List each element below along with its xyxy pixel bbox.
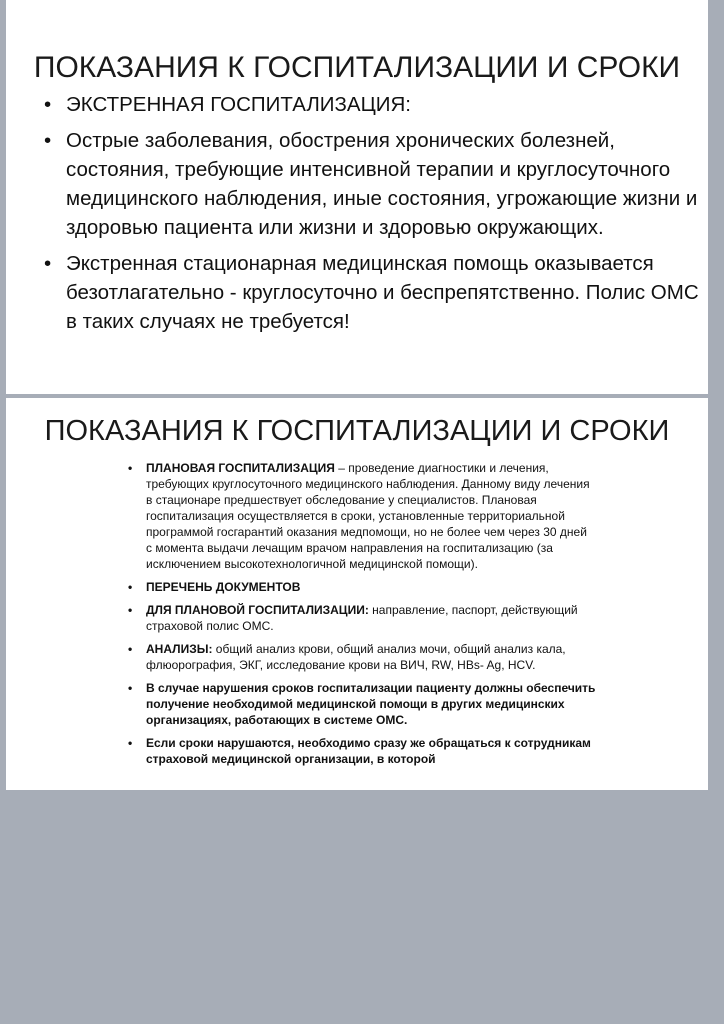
slide-title: ПОКАЗАНИЯ К ГОСПИТАЛИЗАЦИИ И СРОКИ <box>44 415 670 447</box>
planned-bullet-list <box>124 460 596 774</box>
violation-note: • В случае нарушения сроков госпитализации пациенту должны обеспечить получение необходимой медицинской помощи в других медицинских организациях, работающих в системе ОМС. <box>124 680 596 728</box>
list-item: • Экстренная стационарная медицинская помощь оказывается безотлагательно - круглосуточно и беспрепятственно. Полис ОМС в таких случаях не требуется! <box>44 249 704 336</box>
list-item: • ЭКСТРЕННАЯ ГОСПИТАЛИЗАЦИЯ: <box>44 90 704 119</box>
planned-docs-label: ДЛЯ ПЛАНОВОЙ ГОСПИТАЛИЗАЦИИ: <box>146 603 369 617</box>
documents-heading: • ПЕРЕЧЕНЬ ДОКУМЕНТОВ <box>124 579 596 595</box>
list-item <box>124 641 596 673</box>
analyses-label: АНАЛИЗЫ: <box>146 642 213 656</box>
list-item <box>124 602 596 634</box>
list-item: • Острые заболевания, обострения хронических болезней, состояния, требующие интенсивной терапии и круглосуточного медицинского наблюдения, иные состояния, угрожающие жизни и здоровью пациента или жизни и здоровью окружающих. <box>44 126 704 242</box>
planned-docs-text: направление, паспорт, действующий страховой полис ОМС. <box>146 603 578 633</box>
planned-hospitalization-label: ПЛАНОВАЯ ГОСПИТАЛИЗАЦИЯ <box>146 461 335 475</box>
slide-planned-hospitalization <box>6 398 708 790</box>
contact-note: • Если сроки нарушаются, необходимо сразу же обращаться к сотрудникам страховой медицинской организации, в которой <box>124 735 596 767</box>
slide-emergency-hospitalization <box>6 0 708 394</box>
emergency-bullet-list <box>44 90 704 343</box>
analyses-text: общий анализ крови, общий анализ мочи, общий анализ кала, флюорография, ЭКГ, исследование крови на ВИЧ, RW, HBs- Ag, HCV. <box>146 642 566 672</box>
planned-hospitalization-text: – проведение диагностики и лечения, требующих круглосуточного медицинского наблюдения. Данному виду лечения в стационаре предшествует обследование у специалистов. Плановая госпитализация осуществляется в сроки, установленные территориальной программой госгарантий оказания медпомощи, но не более чем через 30 дней с момента выдачи лечащим врачом направления на госпитализацию (за исключением высокотехнологичной медицинской помощи). <box>146 461 590 571</box>
slide-title: ПОКАЗАНИЯ К ГОСПИТАЛИЗАЦИИ И СРОКИ <box>33 51 681 84</box>
list-item <box>124 460 596 572</box>
